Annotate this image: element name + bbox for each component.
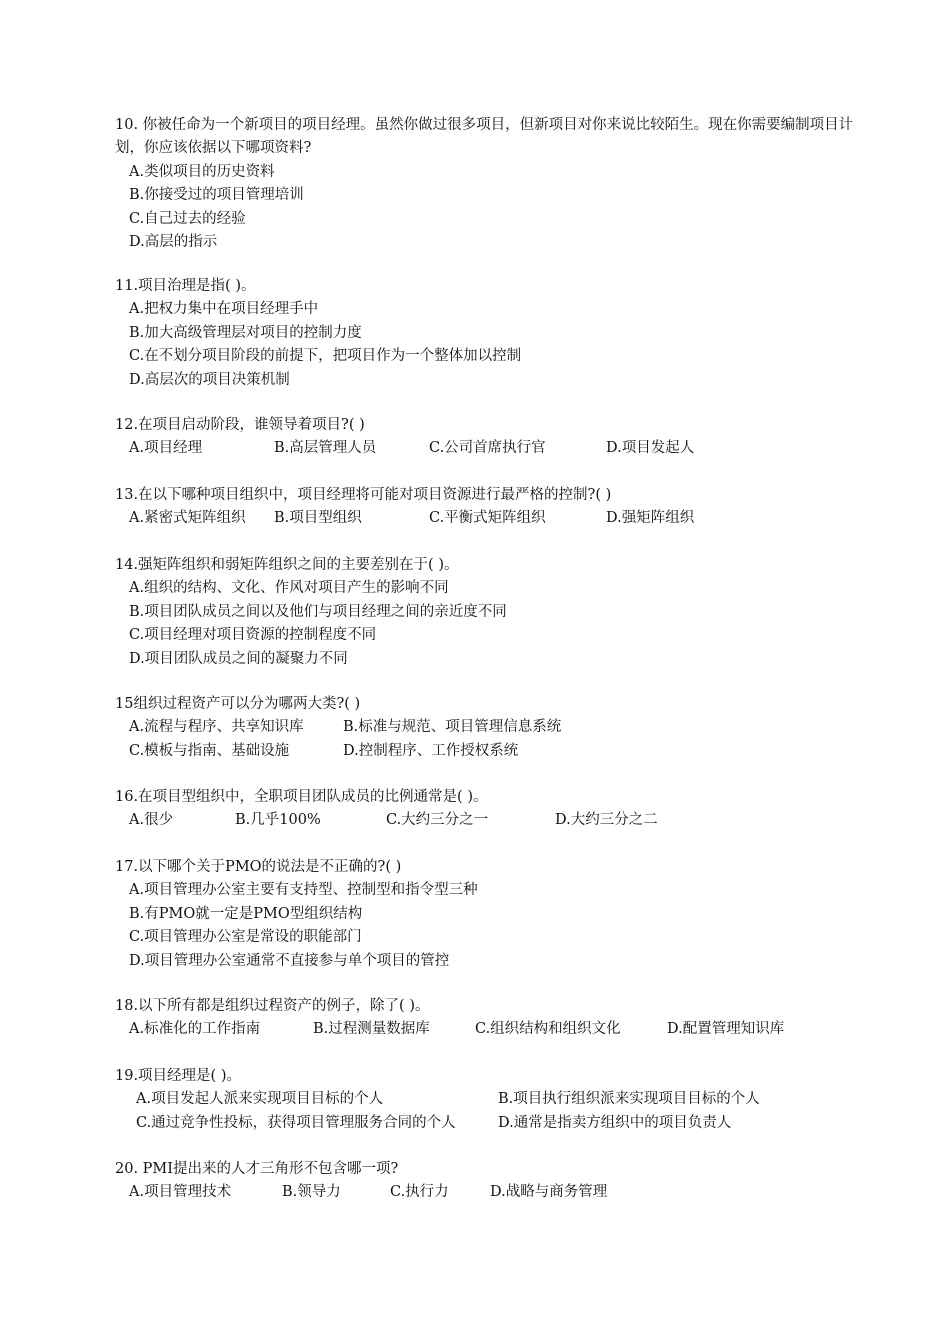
question-stem: 19.项目经理是( )。: [115, 1068, 241, 1084]
option-c: C.执行力: [390, 1184, 449, 1201]
option-a: A.项目发起人派来实现项目目标的个人: [136, 1091, 384, 1108]
option-b: B.你接受过的项目管理培训: [129, 187, 304, 204]
question-stem: 13.在以下哪种项目组织中，项目经理将可能对项目资源进行最严格的控制?( ): [115, 487, 612, 503]
option-a: A.项目管理技术: [129, 1184, 232, 1201]
option-d: D.项目管理办公室通常不直接参与单个项目的管控: [129, 952, 450, 969]
option-list: [115, 716, 855, 763]
question-stem: 14.强矩阵组织和弱矩阵组织之间的主要差别在于( )。: [115, 557, 459, 573]
question-stem: 17.以下哪个关于PMO的说法是不正确的?( ): [115, 859, 402, 875]
option-list: [115, 577, 855, 671]
option-d: D.项目发起人: [606, 440, 695, 457]
option-list: [115, 1018, 855, 1041]
option-d: D.配置管理知识库: [667, 1021, 785, 1038]
option-list: [115, 1088, 855, 1135]
question-17: [115, 856, 855, 973]
option-a: A.项目经理: [129, 440, 203, 457]
option-b: B.项目执行组织派来实现项目目标的个人: [498, 1091, 760, 1108]
option-list: [115, 437, 855, 460]
option-d: D.大约三分之二: [555, 812, 658, 829]
option-b: B.领导力: [282, 1184, 341, 1201]
option-c: C.项目经理对项目资源的控制程度不同: [129, 627, 377, 644]
question-14: [115, 554, 855, 671]
question-18: [115, 995, 855, 1042]
option-c: C.平衡式矩阵组织: [429, 510, 546, 527]
question-stem: 12.在项目启动阶段，谁领导着项目?( ): [115, 417, 365, 433]
question-stem: 16.在项目型组织中，全职项目团队成员的比例通常是( )。: [115, 789, 488, 805]
option-c: C.通过竞争性投标，获得项目管理服务合同的个人: [136, 1114, 456, 1131]
option-b: B.标准与规范、项目管理信息系统: [343, 719, 562, 736]
question-10: [115, 114, 855, 254]
option-c: C.自己过去的经验: [129, 210, 246, 227]
option-b: B.项目型组织: [274, 510, 362, 527]
option-b: B.加大高级管理层对项目的控制力度: [129, 324, 362, 341]
question-20: [115, 1158, 855, 1205]
option-a: A.很少: [129, 812, 174, 829]
question-stem: 15组织过程资产可以分为哪两大类?( ): [115, 696, 361, 712]
question-19: [115, 1065, 855, 1135]
option-d: D.战略与商务管理: [490, 1184, 608, 1201]
question-15: [115, 693, 855, 763]
option-d: D.高层次的项目决策机制: [129, 371, 290, 388]
option-d: D.强矩阵组织: [606, 510, 695, 527]
question-stem: 18.以下所有都是组织过程资产的例子，除了( )。: [115, 998, 430, 1014]
option-b: B.过程测量数据库: [313, 1021, 430, 1038]
option-d: D.控制程序、工作授权系统: [343, 742, 519, 759]
question-11: [115, 275, 855, 392]
question-stem: 20. PMI提出来的人才三角形不包含哪一项?: [115, 1161, 399, 1177]
option-c: C.公司首席执行官: [429, 440, 546, 457]
option-b: B.项目团队成员之间以及他们与项目经理之间的亲近度不同: [129, 603, 507, 620]
option-a: A.紧密式矩阵组织: [129, 510, 246, 527]
option-list: [115, 161, 855, 255]
option-a: A.组织的结构、文化、作风对项目产生的影响不同: [129, 580, 449, 597]
option-list: [115, 507, 855, 530]
option-a: A.项目管理办公室主要有支持型、控制型和指令型三种: [129, 882, 478, 899]
option-d: D.项目团队成员之间的凝聚力不同: [129, 650, 348, 667]
option-list: [115, 809, 855, 832]
option-c: C.项目管理办公室是常设的职能部门: [129, 929, 362, 946]
question-stem: 10. 你被任命为一个新项目的项目经理。虽然你做过很多项目，但新项目对你来说比较陌生。现在你需要编制项目计划，你应该依据以下哪项资料?: [115, 117, 854, 157]
question-13: [115, 484, 855, 531]
option-b: B.高层管理人员: [274, 440, 377, 457]
option-c: C.模板与指南、基础设施: [129, 742, 290, 759]
option-list: [115, 879, 855, 973]
question-16: [115, 786, 855, 833]
question-stem: 11.项目治理是指( )。: [115, 278, 256, 294]
option-list: [115, 298, 855, 392]
option-a: A.流程与程序、共享知识库: [129, 719, 304, 736]
option-b: B.有PMO就一定是PMO型组织结构: [129, 905, 363, 922]
option-c: C.组织结构和组织文化: [475, 1021, 621, 1038]
option-c: C.在不划分项目阶段的前提下，把项目作为一个整体加以控制: [129, 348, 522, 365]
option-a: A.类似项目的历史资料: [129, 163, 275, 180]
option-a: A.把权力集中在项目经理手中: [129, 301, 319, 318]
question-12: [115, 414, 855, 461]
option-d: D.通常是指卖方组织中的项目负责人: [498, 1114, 732, 1131]
option-list: [115, 1181, 855, 1204]
option-d: D.高层的指示: [129, 234, 218, 251]
option-c: C.大约三分之一: [386, 812, 489, 829]
option-a: A.标准化的工作指南: [129, 1021, 261, 1038]
option-b: B.几乎100%: [235, 812, 321, 829]
